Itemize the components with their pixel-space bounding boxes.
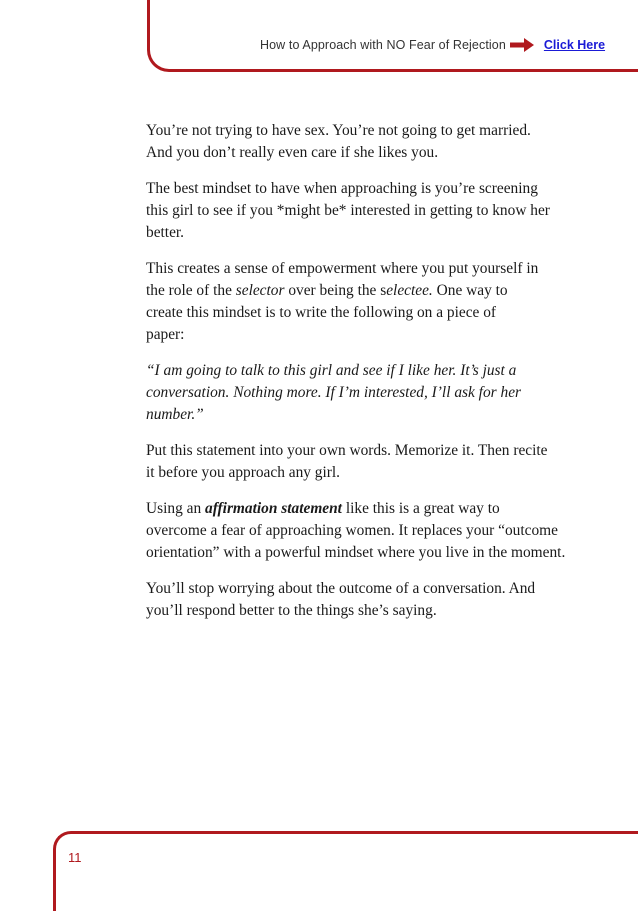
text-fragment: over being the s <box>284 282 387 299</box>
text-line: you’ll respond better to the things she’s saying. <box>146 602 437 619</box>
text-fragment: One way to <box>432 282 508 299</box>
text-line <box>146 280 596 302</box>
text-line: You’ll stop worrying about the outcome of a conversation. And <box>146 580 536 597</box>
text-line: create this mindset is to write the following on a piece of <box>146 304 497 321</box>
right-arrow-icon <box>510 38 534 52</box>
text-line: better. <box>146 224 185 241</box>
paragraph-empowerment <box>146 258 596 346</box>
click-here-link[interactable]: Click Here <box>543 38 606 52</box>
header-frame <box>147 0 638 72</box>
paragraph-memorize <box>146 440 596 484</box>
affirmation-quote <box>146 360 596 426</box>
header-title: How to Approach with NO Fear of Rejection <box>260 38 506 52</box>
emphasis-selectee: electee. <box>386 282 433 299</box>
emphasis-affirmation-statement: affirmation statement <box>205 500 342 517</box>
text-fragment: Using an <box>146 500 205 517</box>
text-line: The best mindset to have when approaching is you’re screening <box>146 180 538 197</box>
text-line: Put this statement into your own words. Memorize it. Then recite <box>146 442 548 459</box>
text-fragment: the role of the <box>146 282 236 299</box>
text-line: This creates a sense of empowerment where you put yourself in <box>146 260 539 277</box>
text-line: And you don’t really even care if she likes you. <box>146 144 439 161</box>
text-line <box>146 498 596 520</box>
page-body <box>146 120 596 636</box>
text-line: paper: <box>146 326 185 343</box>
paragraph-mindset <box>146 178 596 244</box>
text-line: You’re not trying to have sex. You’re not going to get married. <box>146 122 531 139</box>
paragraph-affirmation <box>146 498 596 564</box>
text-line: overcome a fear of approaching women. It replaces your “outcome <box>146 522 558 539</box>
page-header <box>260 38 605 52</box>
emphasis-selector: selector <box>235 282 285 299</box>
text-line: number.” <box>146 406 204 423</box>
footer-frame <box>53 831 638 911</box>
text-line: this girl to see if you *might be* interested in getting to know her <box>146 202 550 219</box>
paragraph-outcome <box>146 578 596 622</box>
text-fragment: like this is a great way to <box>341 500 500 517</box>
text-line: it before you approach any girl. <box>146 464 341 481</box>
paragraph-intro <box>146 120 596 164</box>
text-line: “I am going to talk to this girl and see if I like her. It’s just a <box>146 362 517 379</box>
text-line: orientation” with a powerful mindset where you live in the moment. <box>146 544 566 561</box>
page-number: 11 <box>68 850 82 865</box>
text-line: conversation. Nothing more. If I’m interested, I’ll ask for her <box>146 384 522 401</box>
